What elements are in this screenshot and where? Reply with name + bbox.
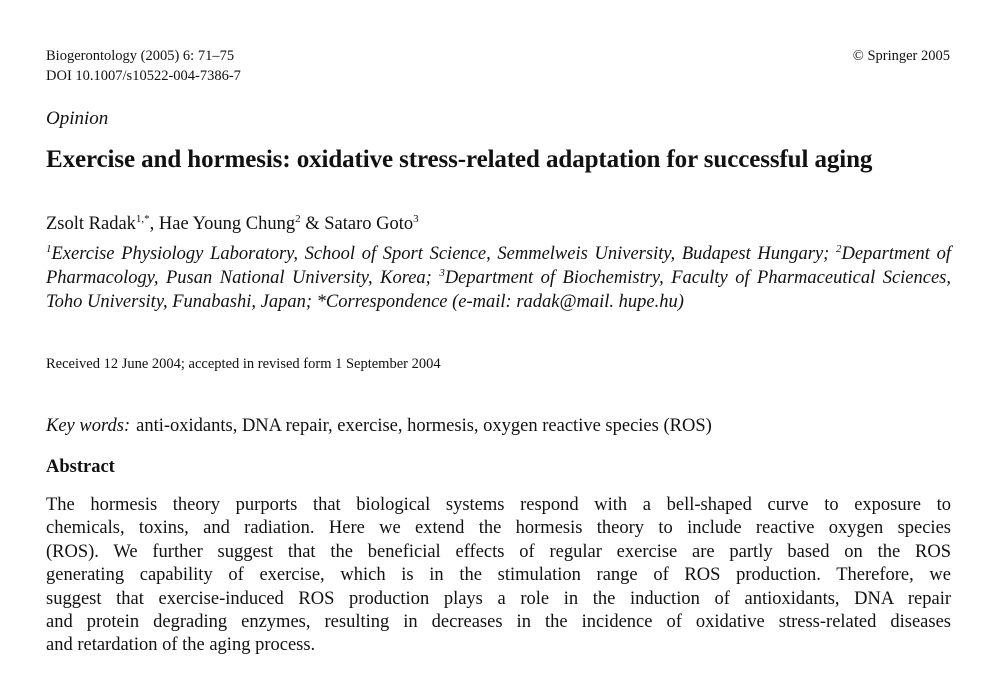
abstract-body bbox=[46, 494, 951, 658]
author-sup: 2 bbox=[295, 213, 301, 225]
author-sup: 3 bbox=[413, 213, 419, 225]
abstract-line: (ROS). We further suggest that the beneficial effects of regular exercise are partly based on the ROS bbox=[46, 541, 951, 562]
author-name: Zsolt Radak bbox=[46, 214, 136, 234]
author-sup: 1,* bbox=[135, 213, 150, 225]
author-name: Sataro Goto bbox=[324, 214, 414, 234]
keywords bbox=[46, 416, 712, 437]
keywords-text: anti-oxidants, DNA repair, exercise, hormesis, oxygen reactive species (ROS) bbox=[136, 416, 712, 436]
author-separator: & bbox=[300, 214, 325, 234]
abstract-line: chemicals, toxins, and radiation. Here we extend the hormesis theory to include reactive oxygen species bbox=[46, 518, 951, 539]
affiliation-sup: 1 bbox=[46, 243, 52, 255]
article-type: Opinion bbox=[46, 108, 109, 129]
abstract-line: and retardation of the aging process. bbox=[46, 635, 316, 656]
affiliation-sup: 2 bbox=[836, 243, 842, 255]
journal-citation: Biogerontology (2005) 6: 71–75 bbox=[46, 48, 235, 64]
abstract-line: The hormesis theory purports that biological systems respond with a bell-shaped curve to exposure to bbox=[46, 495, 951, 515]
abstract-line: generating capability of exercise, which is in the stimulation range of ROS production. Therefore, we bbox=[46, 565, 951, 586]
affiliations bbox=[46, 242, 951, 314]
affiliation: Exercise Physiology Laboratory, School of Sport Science, Semmelweis University, Budapest Hungary; bbox=[51, 244, 837, 264]
copyright: © Springer 2005 bbox=[852, 48, 950, 64]
affiliation-sup: 3 bbox=[439, 267, 445, 279]
received-dates: Received 12 June 2004; accepted in revised form 1 September 2004 bbox=[46, 356, 441, 372]
author-list bbox=[46, 214, 419, 235]
author-name: Hae Young Chung bbox=[158, 214, 296, 234]
paper-title: Exercise and hormesis: oxidative stress-related adaptation for successful aging bbox=[46, 146, 873, 173]
keywords-label: Key words: bbox=[46, 416, 131, 436]
author-separator: , bbox=[149, 214, 159, 234]
correspondence: *Correspondence (e-mail: radak@mail. hupe.hu) bbox=[316, 292, 684, 312]
abstract-heading: Abstract bbox=[46, 457, 115, 477]
affiliation: Department of Pharmacology, Pusan National University, Korea; bbox=[46, 244, 952, 288]
abstract-line: and protein degrading enzymes, resulting in decreases in the incidence of oxidative stress-related diseases bbox=[46, 612, 951, 633]
abstract-line: suggest that exercise-induced ROS production plays a role in the induction of antioxidants, DNA repair bbox=[46, 588, 951, 609]
doi: DOI 10.1007/s10522-004-7386-7 bbox=[46, 68, 241, 84]
affiliation: Department of Biochemistry, Faculty of Pharmaceutical Sciences, Toho University, Funabashi, Japan; bbox=[46, 268, 952, 312]
